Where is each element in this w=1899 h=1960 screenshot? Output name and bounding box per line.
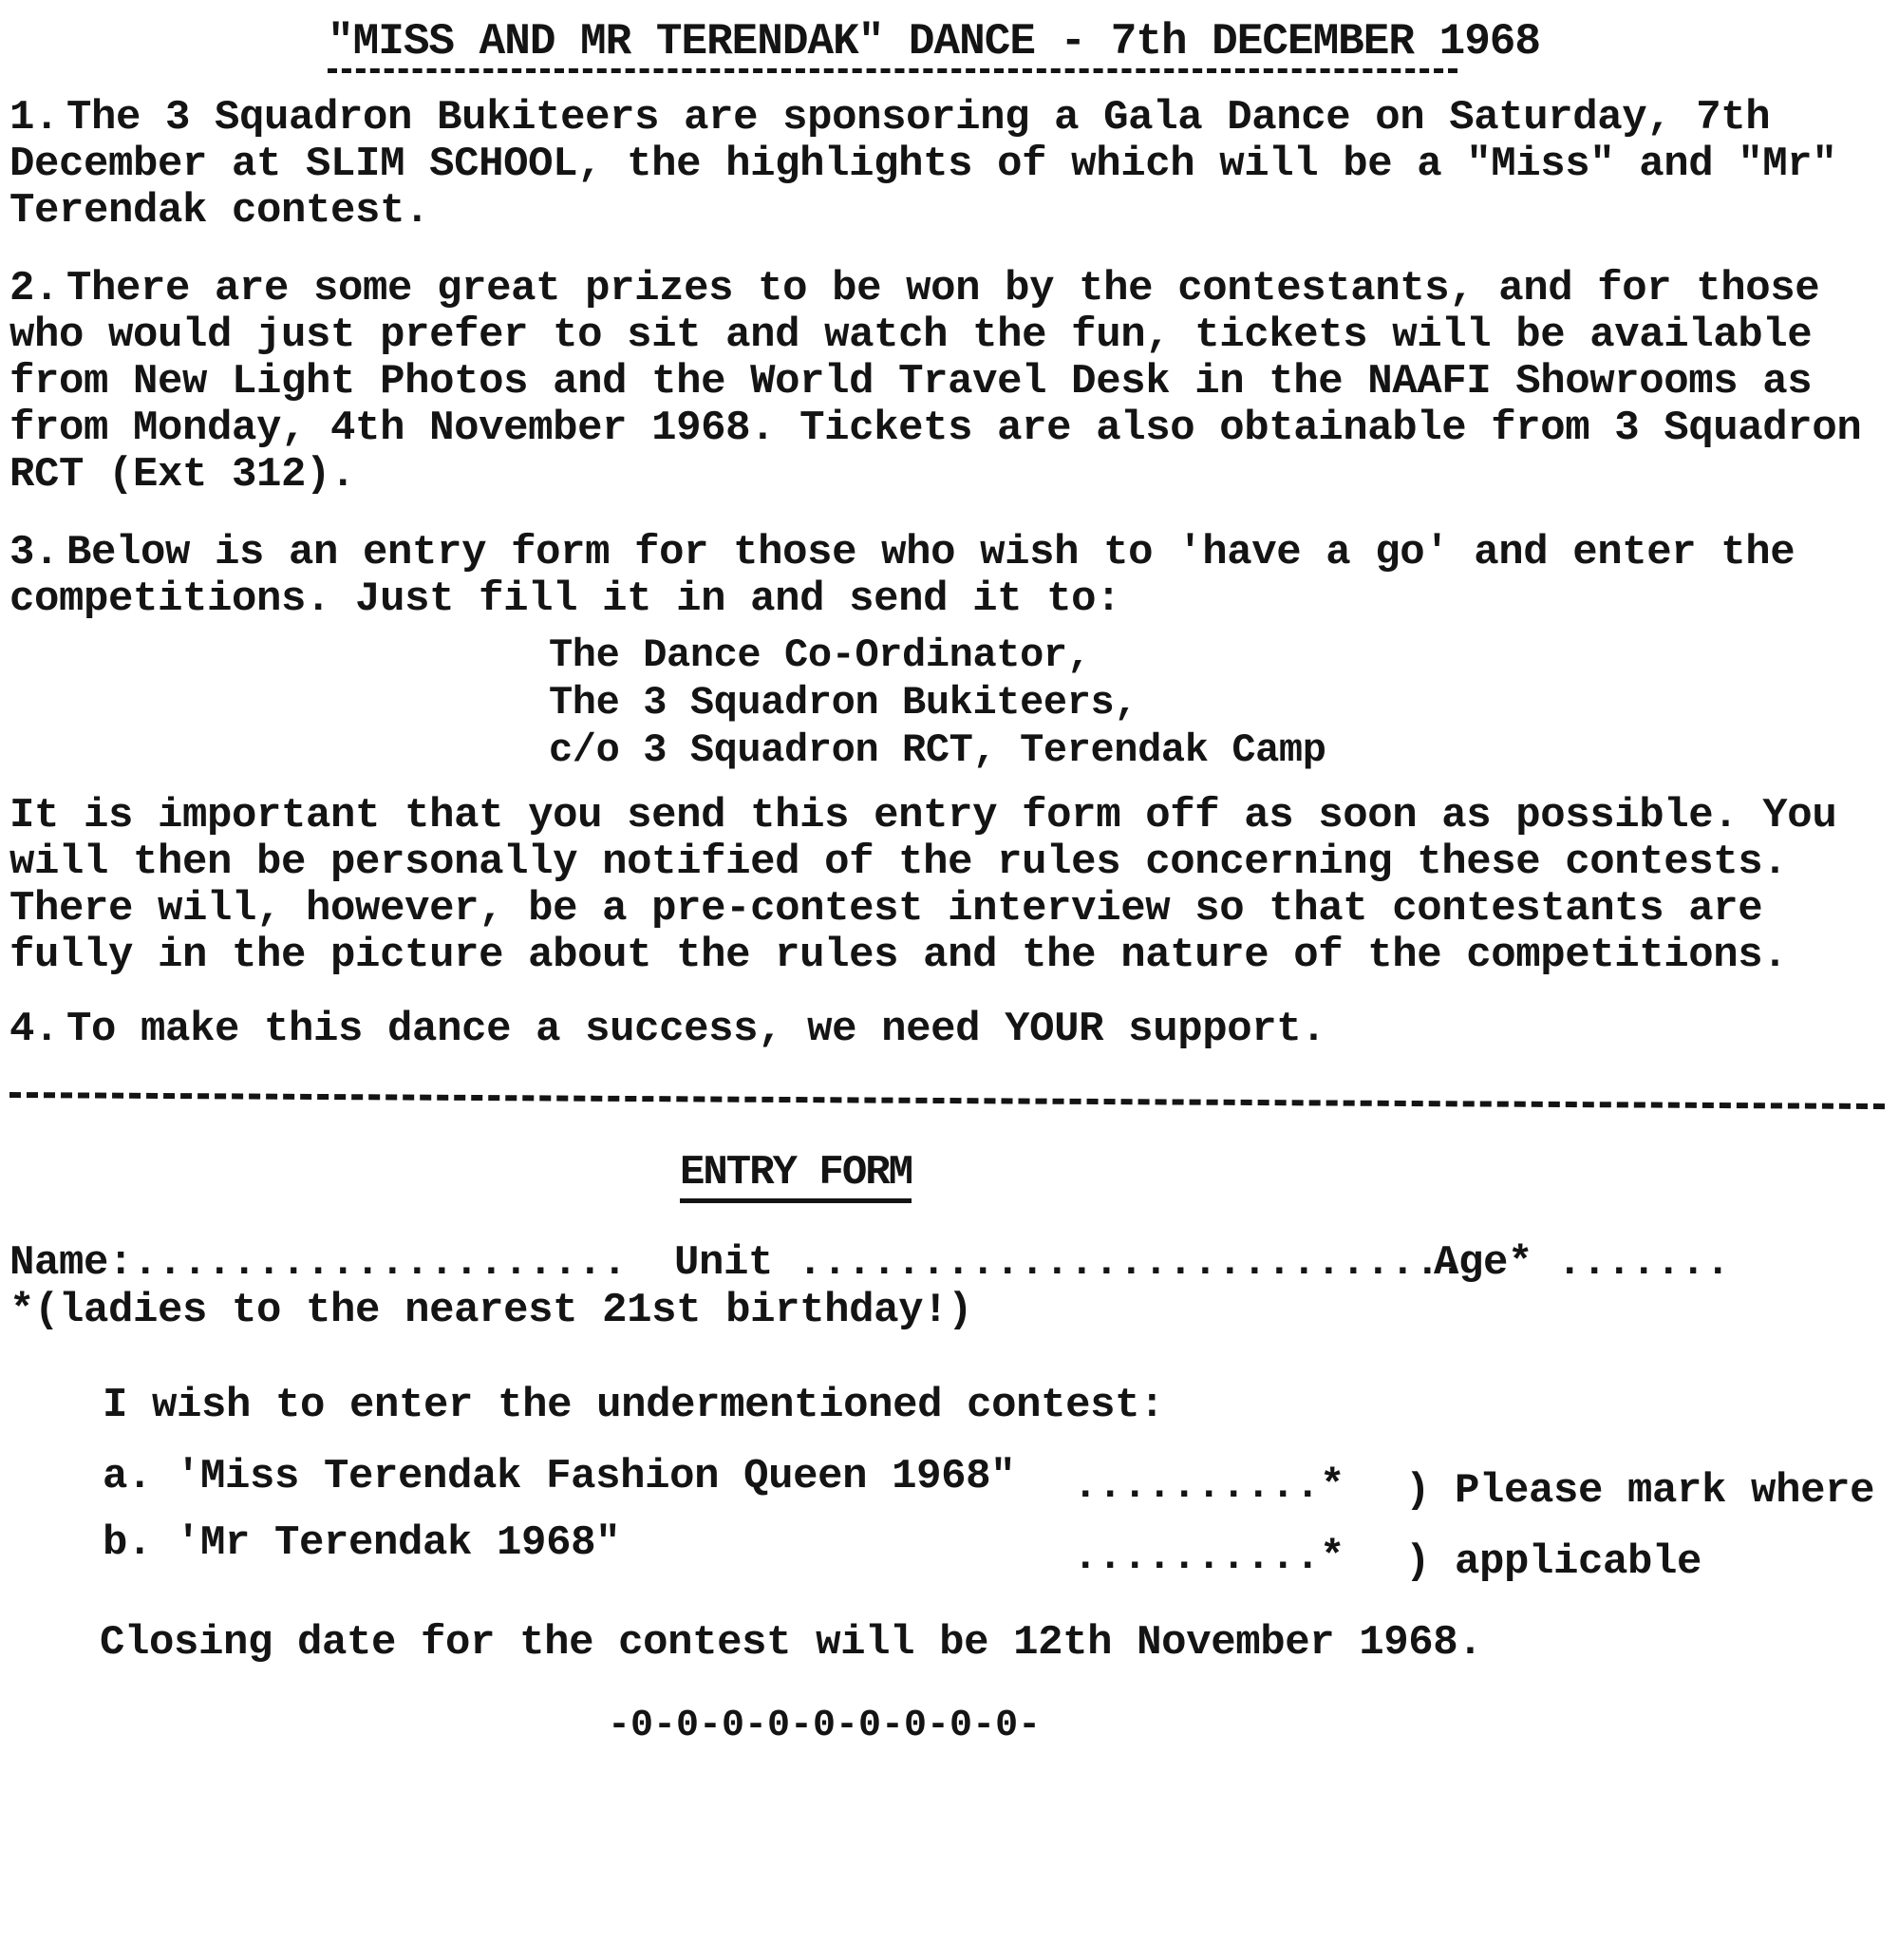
option-b-label: 'Mr Terendak 1968" [176, 1519, 621, 1567]
option-a-label: 'Miss Terendak Fashion Queen 1968" [176, 1453, 1016, 1500]
entry-fields [9, 1239, 1890, 1334]
address-line: The Dance Co-Ordinator, [549, 632, 1091, 678]
paragraph-4 [9, 1007, 1894, 1053]
paragraph-text: There are some great prizes to be won by the contestants, and for those who would just prefer to sit and watch the fun, tickets will be available from New Light Photos and the World Travel Desk in the NAAFI Showrooms as from Monday, 4th November 1968. Tickets are also obtainable from 3 Squadron RCT (Ext 312). [9, 265, 1862, 499]
important-paragraph [9, 793, 1894, 979]
age-field[interactable]: Age* ....... [1434, 1239, 1731, 1287]
unit-field[interactable]: Unit ........................... [674, 1239, 1465, 1287]
paragraph-3 [9, 530, 1894, 623]
address-line: The 3 Squadron Bukiteers, [549, 680, 1138, 726]
age-note-row [9, 1287, 1890, 1334]
option-b-mark[interactable]: ..........* [1073, 1534, 1345, 1581]
option-a-key: a. [103, 1453, 153, 1500]
paragraph-text: The 3 Squadron Bukiteers are sponsoring a Gala Dance on Saturday, 7th December at SLIM SCHOOL, the highlights of which will be a "Miss" and "Mr" Terendak contest. [9, 94, 1837, 235]
option-a-note: ) Please mark where [1405, 1467, 1875, 1515]
paragraph-text: Below is an entry form for those who wish to 'have a go' and enter the competitions. Just fill it in and send it to: [9, 529, 1796, 623]
end-ornament: -0-0-0-0-0-0-0-0-0- [608, 1705, 1042, 1747]
paragraph-2 [9, 266, 1894, 499]
entry-form-title: ENTRY FORM [680, 1149, 912, 1203]
paragraph-number: 4. [9, 1006, 60, 1053]
paragraph-text: It is important that you send this entry form off as soon as possible. You will then be personally notified of the rules concerning these contests. There will, however, be a pre-contest interview so that contestants are fully in the picture about the rules and the nature of the competitions. [9, 792, 1837, 979]
title-underline [328, 68, 1457, 73]
entry-fields-row [9, 1239, 1890, 1287]
paragraph-number: 3. [9, 529, 60, 576]
paragraph-number: 2. [9, 265, 60, 312]
paragraph-text: To make this dance a success, we need YOUR support. [66, 1006, 1326, 1053]
page-title: "MISS AND MR TERENDAK" DANCE - 7th DECEMBER 1968 [328, 17, 1541, 66]
paragraph-1 [9, 95, 1894, 235]
contest-intro: I wish to enter the undermentioned contest: [103, 1382, 1165, 1429]
cut-line [9, 1092, 1885, 1109]
name-field[interactable]: Name:.................... [9, 1239, 628, 1287]
mailing-address [549, 631, 1326, 774]
age-note: *(ladies to the nearest 21st birthday!) [9, 1287, 973, 1334]
closing-date: Closing date for the contest will be 12th November 1968. [100, 1619, 1483, 1667]
option-b-key: b. [103, 1519, 153, 1567]
address-line: c/o 3 Squadron RCT, Terendak Camp [549, 727, 1326, 773]
paragraph-number: 1. [9, 94, 60, 141]
option-a-mark[interactable]: ..........* [1073, 1462, 1345, 1510]
option-b-note: ) applicable [1405, 1538, 1702, 1586]
